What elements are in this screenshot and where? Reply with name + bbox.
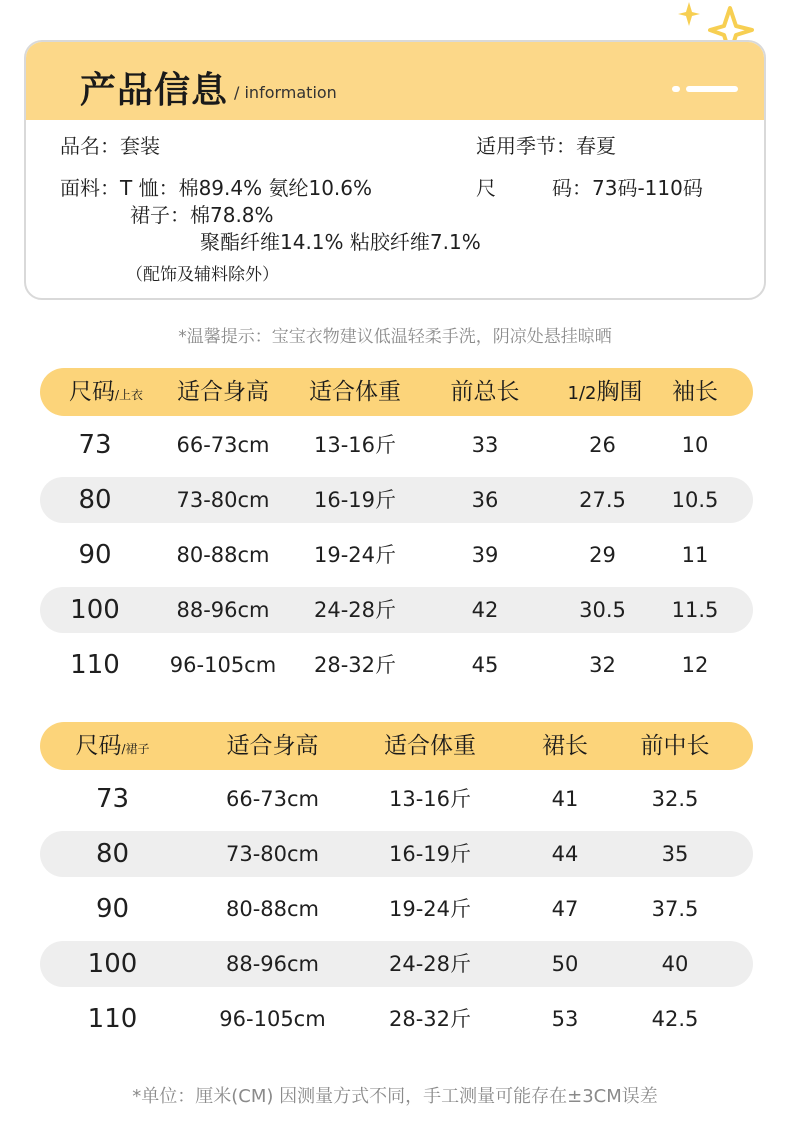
cell-front-length: 36 [471, 488, 499, 512]
table-row [40, 886, 753, 932]
decor-bar [686, 86, 738, 92]
cell-center-front-length: 35 [661, 842, 689, 866]
cell-front-length: 33 [471, 433, 499, 457]
cell-weight: 13-16斤 [313, 433, 397, 457]
cell-center-front-length: 32.5 [651, 787, 699, 811]
header-sleeve: 袖长 [672, 379, 718, 405]
cell-height: 66-73cm [225, 787, 320, 811]
card-header [26, 42, 764, 120]
product-name: 品名：套装 [60, 134, 160, 158]
skirt-size-table [40, 722, 753, 1052]
cell-weight: 13-16斤 [388, 787, 472, 811]
cell-weight: 28-32斤 [313, 653, 397, 677]
header-center-front-length: 前中长 [640, 733, 710, 759]
cell-height: 88-96cm [225, 952, 320, 976]
table-row [40, 422, 753, 468]
care-tip: *温馨提示：宝宝衣物建议低温轻柔手洗，阴凉处悬挂晾晒 [178, 327, 612, 347]
cell-sleeve: 11.5 [671, 598, 719, 622]
cell-skirt-length: 47 [551, 897, 579, 921]
header-skirt-length: 裙长 [542, 733, 588, 759]
cell-sleeve: 10.5 [671, 488, 719, 512]
header-front-length: 前总长 [450, 379, 520, 405]
cell-height: 73-80cm [176, 488, 270, 512]
header-height: 适合身高 [177, 379, 269, 405]
cell-size: 80 [78, 485, 112, 515]
cell-front-length: 39 [471, 543, 499, 567]
size-range: 码：73码-110码 [552, 176, 703, 200]
fabric-skirt: 裙子：棉78.8% [130, 203, 274, 227]
product-info-card [24, 40, 766, 300]
table-row [40, 587, 753, 633]
top-size-table [40, 368, 753, 698]
cell-weight: 19-24斤 [388, 897, 472, 921]
season: 适用季节：春夏 [476, 134, 616, 158]
header-size: 尺码/上衣 [68, 379, 144, 405]
cell-size: 73 [95, 784, 130, 814]
size-label: 尺 [476, 176, 496, 200]
table-row [40, 477, 753, 523]
cell-weight: 24-28斤 [388, 952, 472, 976]
cell-sleeve: 12 [681, 653, 709, 677]
cell-height: 73-80cm [225, 842, 320, 866]
cell-center-front-length: 37.5 [651, 897, 699, 921]
cell-half-chest: 30.5 [579, 598, 626, 622]
cell-height: 96-105cm [219, 1007, 326, 1031]
measurement-footnote: *单位：厘米(CM) 因测量方式不同，手工测量可能存在±3CM误差 [132, 1086, 658, 1107]
cell-skirt-length: 53 [551, 1007, 579, 1031]
cell-sleeve: 10 [681, 433, 709, 457]
skirt-table-header [40, 722, 753, 770]
fabric-top: 面料：T 恤：棉89.4% 氨纶10.6% [60, 176, 373, 200]
cell-height: 66-73cm [176, 433, 270, 457]
cell-skirt-length: 44 [551, 842, 579, 866]
cell-size: 80 [95, 839, 130, 869]
cell-size: 110 [70, 650, 120, 680]
cell-front-length: 42 [471, 598, 499, 622]
cell-sleeve: 11 [681, 543, 709, 567]
cell-half-chest: 26 [589, 433, 616, 457]
card-subtitle: / information [234, 83, 337, 102]
cell-size: 100 [70, 595, 120, 625]
table-row [40, 776, 753, 822]
fabric-note: （配饰及辅料除外） [126, 265, 279, 285]
cell-weight: 16-19斤 [388, 842, 472, 866]
header-half-chest: 1/2胸围 [567, 379, 643, 405]
table-row [40, 941, 753, 987]
table-row [40, 642, 753, 688]
cell-half-chest: 29 [589, 543, 616, 567]
cell-weight: 16-19斤 [313, 488, 397, 512]
header-size: 尺码/裙子 [75, 733, 150, 759]
cell-size: 90 [95, 894, 130, 924]
header-height: 适合身高 [226, 733, 319, 759]
top-table-header [40, 368, 753, 416]
cell-height: 96-105cm [169, 653, 277, 677]
header-weight: 适合体重 [384, 733, 476, 759]
cell-weight: 19-24斤 [313, 543, 397, 567]
cell-weight: 28-32斤 [388, 1007, 472, 1031]
cell-half-chest: 32 [589, 653, 616, 677]
header-weight: 适合体重 [309, 379, 401, 405]
cell-size: 110 [87, 1004, 138, 1034]
cell-center-front-length: 40 [661, 952, 689, 976]
table-row [40, 831, 753, 877]
cell-size: 100 [87, 949, 138, 979]
cell-size: 73 [78, 430, 112, 460]
cell-height: 80-88cm [225, 897, 320, 921]
cell-half-chest: 27.5 [579, 488, 626, 512]
table-row [40, 532, 753, 578]
card-title: 产品信息 [80, 70, 229, 111]
cell-front-length: 45 [471, 653, 499, 677]
decor-dot [672, 86, 680, 92]
cell-center-front-length: 42.5 [651, 1007, 699, 1031]
cell-skirt-length: 50 [551, 952, 579, 976]
cell-height: 80-88cm [176, 543, 270, 567]
cell-weight: 24-28斤 [313, 598, 397, 622]
fabric-skirt-extra: 聚酯纤维14.1% 粘胶纤维7.1% [200, 230, 481, 254]
cell-size: 90 [78, 540, 112, 570]
cell-skirt-length: 41 [551, 787, 579, 811]
cell-height: 88-96cm [176, 598, 270, 622]
table-row [40, 996, 753, 1042]
